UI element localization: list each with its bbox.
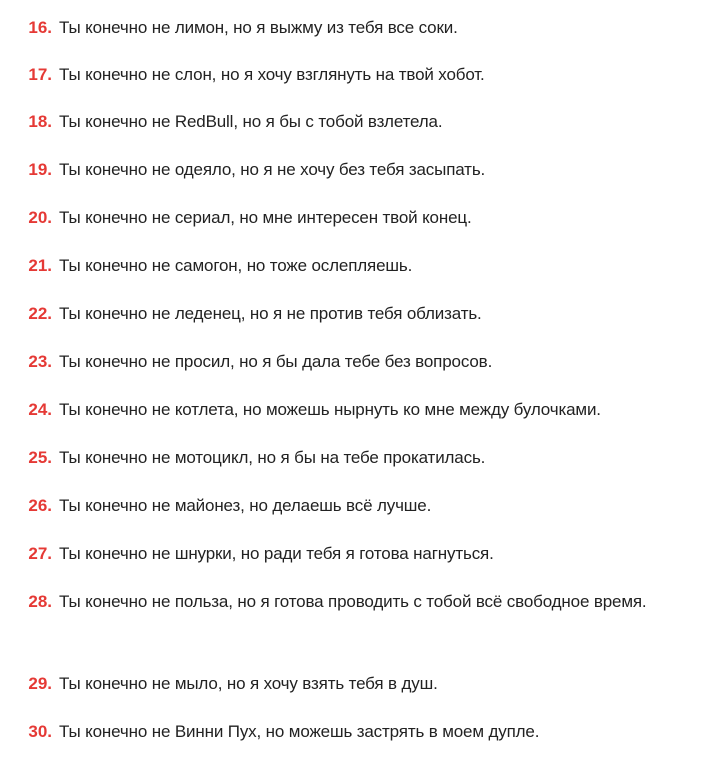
item-number: 3. 18. [28,112,52,131]
list-item [0,344,708,380]
list-item [0,248,708,284]
item-text: Ты конечно не леденец, но я не против тебя облизать. [59,304,482,323]
item-text: Ты конечно не RedBull, но я бы с тобой взлетела. [59,112,443,131]
item-number: 15. 30. [28,722,52,741]
item-number: 9. 24. [28,400,52,419]
item-number: 8. 23. [28,352,52,371]
item-number: 10. 25. [28,448,52,467]
item-number: 13. 28. [28,592,52,611]
list-item [0,536,708,572]
numbered-list [0,16,708,759]
list-item [0,200,708,236]
item-number: 6. 21. [28,256,52,275]
item-number: 4. 19. [28,160,52,179]
item-text: Ты конечно не самогон, но тоже ослепляешь. [59,256,413,275]
list-item [0,296,708,332]
list-item [0,488,708,524]
list-item [0,714,708,750]
item-text: Ты конечно не лимон, но я выжму из тебя все соки. [59,18,458,37]
list-item [0,666,708,702]
list-item [0,152,708,188]
item-number: 14. 29. [28,674,52,693]
item-number: 7. 22. [28,304,52,323]
list-item [0,392,708,428]
item-number: 12. 27. [28,544,52,563]
item-text: Ты конечно не мотоцикл, но я бы на тебе прокатилась. [59,448,486,467]
item-number: 5. 20. [28,208,52,227]
item-number: 11. 26. [28,496,52,515]
list-item [0,57,708,93]
item-text: Ты конечно не котлета, но можешь нырнуть ко мне между булочками. [59,400,601,419]
list-item [0,10,708,46]
item-text: Ты конечно не просил, но я бы дала тебе без вопросов. [59,352,493,371]
list-item [0,104,708,140]
item-number: 2. 17. [28,65,52,84]
item-text: Ты конечно не сериал, но мне интересен твой конец. [59,208,472,227]
list-item [0,584,708,620]
item-text: Ты конечно не одеяло, но я не хочу без тебя засыпать. [59,160,486,179]
item-text: Ты конечно не слон, но я хочу взглянуть на твой хобот. [59,65,485,84]
list-item [0,440,708,476]
item-text: Ты конечно не польза, но я готова проводить с тобой всё свободное время. [59,592,647,611]
item-text: Ты конечно не мыло, но я хочу взять тебя в душ. [59,674,438,693]
item-number: 1. 16. [28,18,52,37]
item-text: Ты конечно не Винни Пух, но можешь застрять в моем дупле. [59,722,540,741]
item-text: Ты конечно не майонез, но делаешь всё лучше. [59,496,432,515]
item-text: Ты конечно не шнурки, но ради тебя я готова нагнуться. [59,544,494,563]
